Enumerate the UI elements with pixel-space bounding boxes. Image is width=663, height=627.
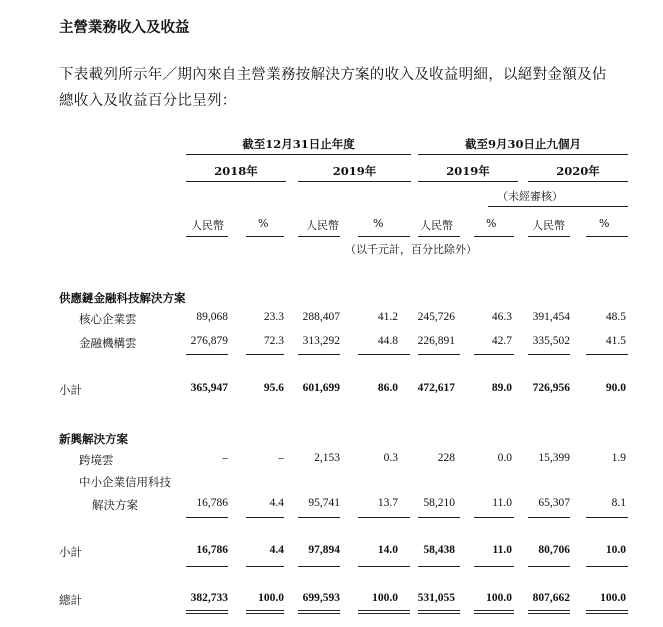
year-2020-nine: 2020年 [556,164,600,178]
cell-total-4: 531,055 [417,592,455,604]
year-2019-nine: 2019年 [446,164,490,178]
cell-fi-1: 72.3 [263,335,284,347]
subtotal-bottom-rule [528,566,570,567]
row-label-fi: 金融機構雲 [79,336,137,350]
subtotal-bottom-rule [186,566,228,567]
subtotal-bottom-rule [358,566,410,567]
cell-core-4: 245,726 [417,311,455,323]
col-rule [528,236,570,237]
cell-crossborder-6: 15,399 [538,452,570,464]
cell-core-5: 46.3 [491,311,512,323]
cell-sme-5: 11.0 [492,497,512,509]
year-2018: 2018年 [214,164,258,178]
cell-total-0: 382,733 [190,592,228,604]
cell-sme-7: 8.1 [611,497,626,509]
col-rule [358,236,410,237]
cell-sub2-7: 10.0 [605,544,626,556]
cell-sme-4: 58,210 [423,497,455,509]
subtotal-top-rule [474,517,514,518]
cell-total-2: 699,593 [302,592,340,604]
subtotal-top-rule [586,354,628,355]
subtotal-top-rule [298,354,340,355]
cell-crossborder-0: – [222,452,228,464]
subtotal-top-rule [186,517,228,518]
cell-fi-2: 313,292 [302,335,340,347]
row-label-total: 總計 [59,593,82,607]
cell-fi-3: 44.8 [377,335,398,347]
cell-core-3: 41.2 [377,311,398,323]
unaudited-rule [488,206,628,207]
year-rule [298,181,411,182]
cell-core-0: 89,068 [196,311,228,323]
total-double-rule [358,610,410,611]
subtotal-top-rule [186,354,228,355]
total-double-rule [586,610,628,611]
cell-crossborder-2: 2,153 [314,452,340,464]
cell-fi-4: 226,891 [417,335,455,347]
subtotal-top-rule [358,354,410,355]
col-rmb: 人民幣 [532,219,565,232]
subtotal-top-rule [528,517,570,518]
col-pct: % [373,217,384,230]
header-rule [418,154,628,155]
cell-sub2-6: 80,706 [538,544,570,556]
total-double-rule [474,610,514,611]
subtotal-top-rule [528,354,570,355]
cell-fi-7: 41.5 [605,335,626,347]
intro-line-2: 總收入及收益百分比呈列： [59,93,237,109]
col-pct: % [486,217,497,230]
col-rule [298,236,340,237]
cell-crossborder-7: 1.9 [611,452,626,464]
total-double-rule [186,610,228,611]
year-rule [418,181,518,182]
cell-sub1-7: 90.0 [605,382,626,394]
year-2019: 2019年 [332,164,377,178]
total-double-rule [186,613,228,614]
col-rule [586,236,628,237]
subtotal-bottom-rule [586,566,628,567]
col-pct: % [599,217,610,230]
col-rule [474,236,514,237]
total-double-rule [298,610,340,611]
subtotal-top-rule [418,517,460,518]
header-year-group: 截至12月31日止年度 [242,137,355,151]
subtotal-bottom-rule [246,566,284,567]
section-emerging: 新興解決方案 [59,432,128,446]
cell-sub1-2: 601,699 [302,382,340,394]
row-label-subtotal-2: 小計 [59,545,82,559]
cell-crossborder-4: 228 [437,452,455,464]
subtotal-top-rule [246,354,284,355]
row-label-subtotal-1: 小計 [59,383,82,397]
cell-sme-2: 95,741 [308,497,340,509]
subtotal-top-rule [246,517,284,518]
cell-sub1-3: 86.0 [377,382,398,394]
cell-crossborder-3: 0.3 [383,452,398,464]
col-rmb: 人民幣 [191,219,224,232]
subtotal-top-rule [474,354,514,355]
subtotal-top-rule [358,517,410,518]
total-double-rule [246,610,284,611]
cell-sub1-5: 89.0 [491,382,512,394]
cell-sme-1: 4.4 [269,497,284,509]
cell-crossborder-5: 0.0 [497,452,512,464]
cell-sub1-0: 365,947 [190,382,228,394]
cell-total-6: 807,662 [532,592,570,604]
subtotal-top-rule [586,517,628,518]
cell-sub1-4: 472,617 [417,382,455,394]
cell-sub2-2: 97,894 [308,544,340,556]
header-rule [186,154,411,155]
cell-sme-3: 13.7 [377,497,398,509]
cell-total-7: 100.0 [600,592,626,604]
header-ninemonth-group: 截至9月30日止九個月 [464,137,581,151]
section-heading: 主營業務收入及收益 [59,19,190,36]
cell-core-2: 288,407 [302,311,340,323]
total-double-rule [358,613,410,614]
cell-total-3: 100.0 [372,592,398,604]
cell-core-1: 23.3 [263,311,284,323]
cell-core-6: 391,454 [532,311,570,323]
subtotal-bottom-rule [298,566,340,567]
cell-crossborder-1: – [278,452,284,464]
cell-sub1-1: 95.6 [263,382,284,394]
cell-fi-5: 42.7 [491,335,512,347]
year-rule [528,181,628,182]
cell-fi-6: 335,502 [532,335,570,347]
total-double-rule [586,613,628,614]
subtotal-top-rule [298,517,340,518]
col-rule [246,236,284,237]
year-rule [186,181,286,182]
cell-sub2-5: 11.0 [492,544,512,556]
col-rule [418,236,460,237]
section-supply-chain: 供應鏈金融科技解決方案 [59,291,186,305]
cell-core-7: 48.5 [605,311,626,323]
cell-fi-0: 276,879 [190,335,228,347]
cell-sub1-6: 726,956 [532,382,570,394]
cell-total-1: 100.0 [258,592,284,604]
row-label-core: 核心企業雲 [79,312,137,326]
col-rmb: 人民幣 [306,219,339,232]
subtotal-bottom-rule [474,566,514,567]
total-double-rule [246,613,284,614]
row-label-sme-1: 中小企業信用科技 [79,475,171,489]
cell-sub2-0: 16,786 [196,544,228,556]
cell-sub2-1: 4.4 [269,544,284,556]
unaudited-note: （未經審核） [497,190,563,203]
cell-total-5: 100.0 [486,592,512,604]
col-pct: % [258,217,269,230]
total-double-rule [418,613,460,614]
col-rule [186,236,228,237]
unit-note: （以千元計，百分比除外） [345,243,477,256]
cell-sub2-4: 58,438 [423,544,455,556]
subtotal-bottom-rule [418,566,460,567]
cell-sme-6: 65,307 [538,497,570,509]
total-double-rule [528,613,570,614]
col-rmb: 人民幣 [420,219,453,232]
total-double-rule [474,613,514,614]
cell-sub2-3: 14.0 [377,544,398,556]
intro-line-1: 下表載列所示年／期內來自主營業務按解決方案的收入及收益明細，以絕對金額及佔 [59,67,607,83]
subtotal-top-rule [418,354,460,355]
total-double-rule [418,610,460,611]
total-double-rule [528,610,570,611]
row-label-crossborder: 跨境雲 [79,453,114,467]
total-double-rule [298,613,340,614]
row-label-sme-2: 解決方案 [92,498,138,512]
cell-sme-0: 16,786 [196,497,228,509]
